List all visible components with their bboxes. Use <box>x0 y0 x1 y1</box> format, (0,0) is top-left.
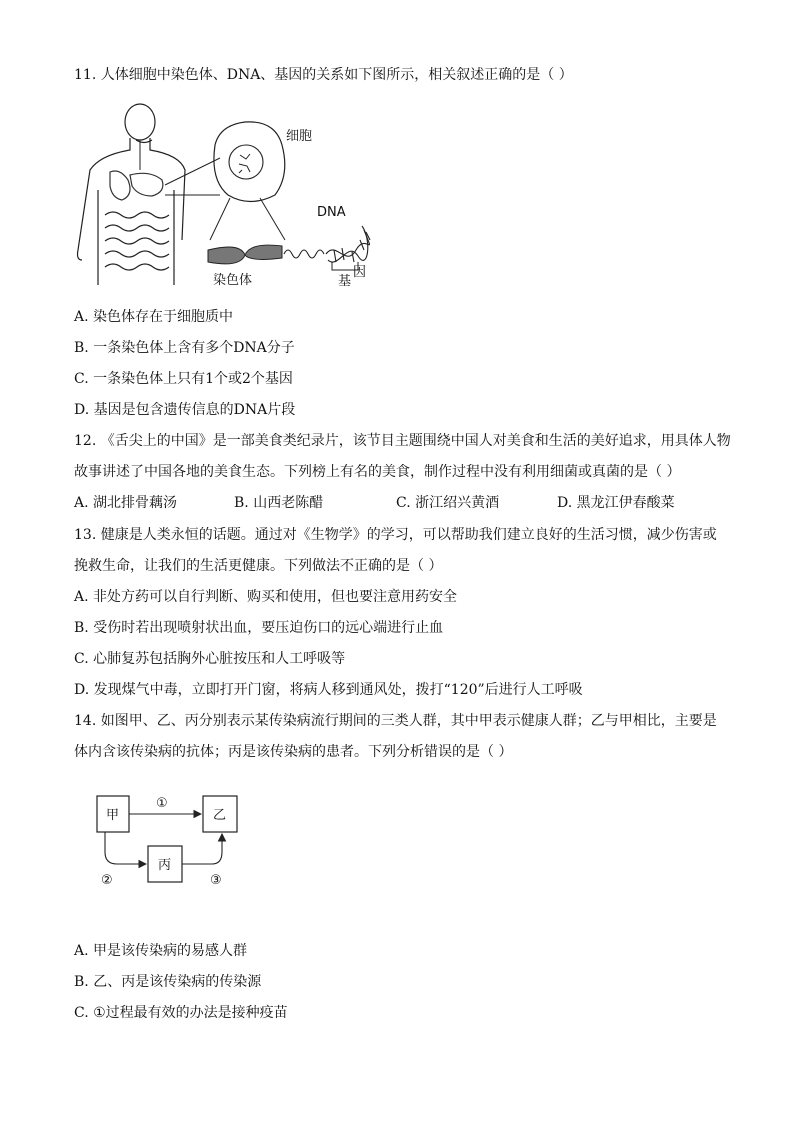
q12-stem-line2: 故事讲述了中国各地的美食生态。下列榜上有名的美食，制作过程中没有利用细菌或真菌的是（ ） <box>74 464 681 480</box>
cell-illustration <box>214 122 285 202</box>
label-dna: DNA <box>317 205 346 220</box>
q14-option-b: B. 乙、丙是该传染病的传染源 <box>74 974 262 990</box>
q14-option-c: C. ①过程最有效的办法是接种疫苗 <box>74 1005 288 1021</box>
box-bing-label: 丙 <box>158 858 172 873</box>
q11-option-d: D. 基因是包含遗传信息的DNA片段 <box>74 402 296 418</box>
q12-option-c: C. 浙江绍兴黄酒 <box>396 495 500 511</box>
box-jia-label: 甲 <box>106 808 120 823</box>
q13-option-c: C. 心肺复苏包括胸外心脏按压和人工呼吸等 <box>74 651 346 667</box>
q14-stem-line1: 14. 如图甲、乙、丙分别表示某传染病流行期间的三类人群，其中甲表示健康人群；乙与甲相比，主要是 <box>74 713 717 729</box>
q14-option-a: A. 甲是该传染病的易感人群 <box>74 943 248 959</box>
q12-option-a: A. 湖北排骨藕汤 <box>74 495 178 511</box>
q14-flow-diagram <box>90 788 250 894</box>
box-yi-label: 乙 <box>213 808 227 823</box>
q13-stem-line1: 13. 健康是人类永恒的话题。通过对《生物学》的学习，可以帮助我们建立良好的生活习惯，减少伤害或 <box>74 527 717 543</box>
arrow-bing-to-yi <box>182 834 222 864</box>
label-chromosome: 染色体 <box>213 273 253 288</box>
chromosome-illustration <box>208 245 282 264</box>
label-cell: 细胞 <box>286 129 313 144</box>
q12-stem-line1: 12. 《舌尖上的中国》是一部美食类纪录片，该节目主题围绕中国人对美食和生活的美好追求，用具体人物 <box>74 433 731 449</box>
q13-option-a: A. 非处方药可以自行判断、购买和使用，但也要注意用药安全 <box>74 589 458 605</box>
q12-option-b: B. 山西老陈醋 <box>234 495 324 511</box>
label-gene-2: 因 <box>353 265 367 280</box>
q11-option-b: B. 一条染色体上含有多个DNA分子 <box>74 340 295 356</box>
arrow-2-label: ② <box>101 873 113 888</box>
q11-figure <box>70 100 380 295</box>
q12-option-d: D. 黑龙江伊春酸菜 <box>557 495 675 511</box>
q14-stem-line2: 体内含该传染病的抗体；丙是该传染病的患者。下列分析错误的是（ ） <box>74 744 513 760</box>
q13-option-d: D. 发现煤气中毒，立即打开门窗，将病人移到通风处，拨打“120”后进行人工呼吸 <box>74 682 583 698</box>
q11-stem: 11. 人体细胞中染色体、DNA、基因的关系如下图所示，相关叙述正确的是（ ） <box>74 67 573 83</box>
q13-option-b: B. 受伤时若出现喷射状出血，要压迫伤口的远心端进行止血 <box>74 620 444 636</box>
q11-option-a: A. 染色体存在于细胞质中 <box>74 309 234 325</box>
arrow-jia-to-bing <box>105 832 146 864</box>
arrow-3-label: ③ <box>210 873 222 888</box>
arrow-1-label: ① <box>156 796 168 811</box>
dna-helix-illustration <box>284 226 370 262</box>
q13-stem-line2: 挽救生命，让我们的生活更健康。下列做法不正确的是（ ） <box>74 558 443 574</box>
label-gene-1: 基 <box>338 274 352 289</box>
q11-option-c: C. 一条染色体上只有1个或2个基因 <box>74 371 293 387</box>
